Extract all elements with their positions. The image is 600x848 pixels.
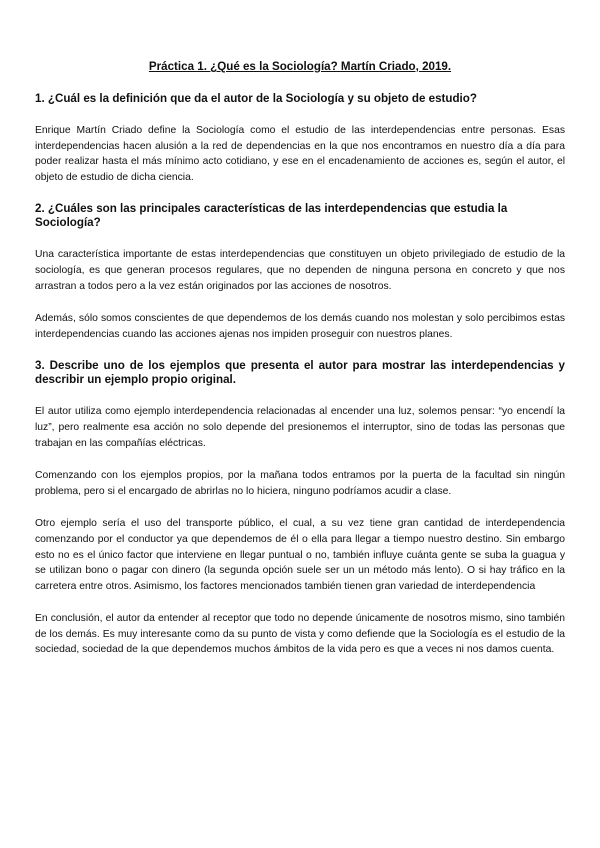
section-1 — [35, 92, 565, 185]
document-title: Práctica 1. ¿Qué es la Sociología? Martín Criado, 2019. — [148, 60, 452, 73]
section-2-paragraph-2: Además, sólo somos conscientes de que dependemos de los demás cuando nos molestan y solo percibimos estas interdependencias cuando las acciones ajenas nos impiden proseguir con nuestros planes. — [35, 313, 565, 340]
question-2: 2. ¿Cuáles son las principales características de las interdependencias que estudia la Sociología? — [35, 202, 508, 230]
section-3 — [35, 359, 565, 658]
document-page — [35, 60, 565, 675]
section-3-paragraph-2: Comenzando con los ejemplos propios, por la mañana todos entramos por la puerta de la facultad sin ningún problema, pero si el encargado de abrirlas no lo hiciera, ninguno podríamos acudir a clase. — [35, 470, 565, 497]
question-3: 3. Describe uno de los ejemplos que presenta el autor para mostrar las interdependencias y describir un ejemplo propio original. — [35, 359, 565, 387]
section-3-paragraph-1: El autor utiliza como ejemplo interdependencia relacionadas al encender una luz, solemos pensar: “yo encendí la luz”, pero realmente esa acción no solo depende del presionemos el interruptor, sino de todas las personas que trabajan en las compañías eléctricas. — [35, 406, 565, 449]
section-3-paragraph-4: En conclusión, el autor da entender al receptor que todo no depende únicamente de nosotros mismo, sino también de los demás. Es muy interesante como da su punto de vista y como defiende que la Sociología es el estudio de la sociedad, sociedad de la que dependemos muchos ámbitos de la vida pero es que a veces ni nos damos cuenta. — [35, 613, 565, 656]
question-1: 1. ¿Cuál es la definición que da el autor de la Sociología y su objeto de estudio? — [35, 92, 477, 105]
section-1-paragraph-1: Enrique Martín Criado define la Sociología como el estudio de las interdependencias entre personas. Esas interdependencias hacen alusión a la red de dependencias en la que nos encontramos en nuestro día a día para poder realizar hasta el más mínimo acto cotidiano, y ese en el encadenamiento de acciones es, según el autor, el objeto de estudio de dicha ciencia. — [35, 125, 565, 183]
section-2 — [35, 202, 565, 342]
section-2-paragraph-1: Una característica importante de estas interdependencias que constituyen un objeto privilegiado de estudio de la sociología, es que generan procesos regulares, que no dependen de ninguna persona en concreto y que nos arrastran a todos pero a la vez están originados por las acciones de nosotros. — [35, 249, 565, 292]
section-3-paragraph-3: Otro ejemplo sería el uso del transporte público, el cual, a su vez tiene gran cantidad de interdependencia comenzando por el conductor ya que dependemos de él o ella para llegar a tiempo nuestro destino. Sin embargo esto no es el único factor que interviene en llegar puntual o no, también influye cuánta gente se suba la guagua y se utilizan bono o pagar con dinero (la segunda opción suele ser un un método más lento). O si hay tráfico en la carretera entre otros. Asimismo, los factores mencionados también tienen gran variedad de interdependencia — [35, 518, 565, 592]
